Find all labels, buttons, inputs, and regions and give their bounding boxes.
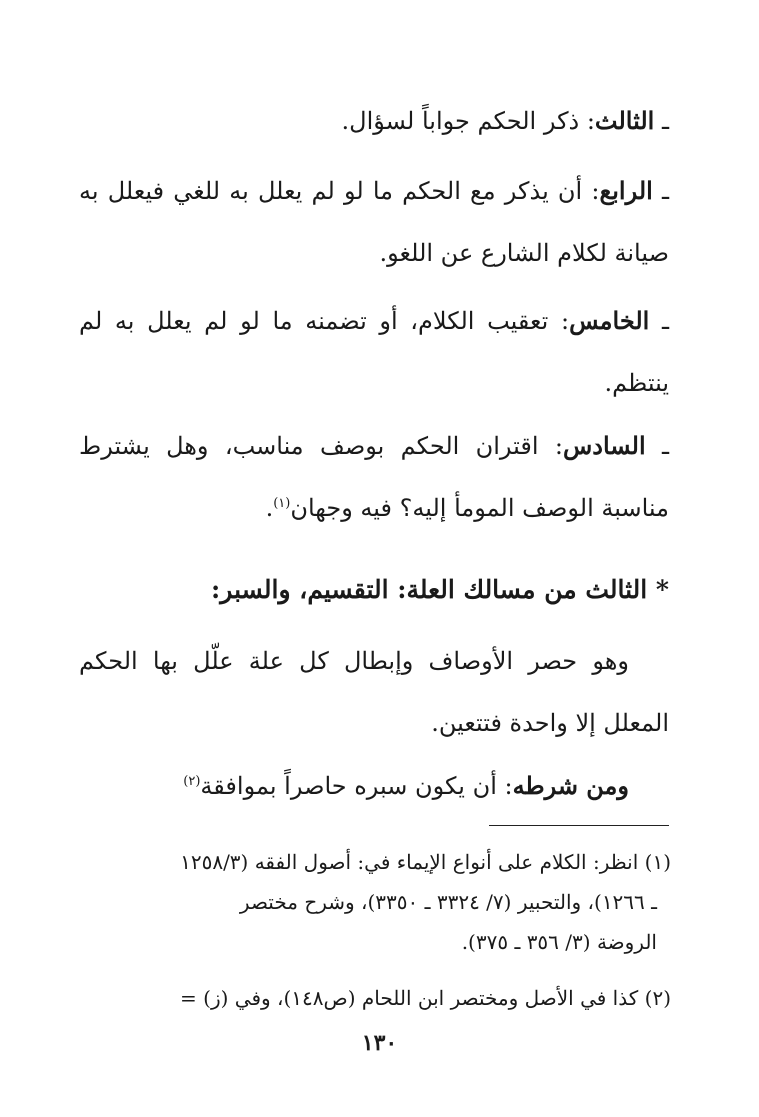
item-label: الثالث [594, 106, 655, 135]
footnote-1 [76, 842, 671, 962]
footnote-line: الروضة (٣/ ٣٥٦ ـ ٣٧٥). [461, 930, 657, 954]
footnote-line: ـ ١٢٦٦)، والتحبير (٧/ ٣٣٢٤ ـ ٣٣٥٠)، وشرح مختصر [239, 890, 657, 914]
item-label: الرابع [599, 176, 653, 205]
item-end: . [265, 494, 274, 522]
footnote-ref[interactable]: (٢) [183, 774, 201, 789]
footnote-separator [489, 825, 669, 826]
item-text: : تعقيب الكلام، أو تضمنه ما لو لم يعلل به لم ينتظم. [79, 307, 669, 397]
condition-label: ومن شرطه [512, 771, 629, 800]
condition-text: : أن يكون سبره حاصراً بموافقة [200, 772, 513, 800]
item-dash: ـ [661, 177, 669, 205]
item-label: الخامس [569, 306, 650, 335]
page-number: ١٣٠ [361, 1030, 398, 1056]
item-dash: ـ [661, 307, 669, 335]
footnote-line: انظر: الكلام على أنواع الإيماء في: أصول الفقه (١٢٥٨/٣ [180, 850, 639, 874]
item-text: : اقتران الحكم بوصف مناسب، وهل يشترط مناسبة الوصف المومأ إليه؟ فيه وجهان [79, 432, 669, 522]
item-fourth [79, 160, 669, 284]
item-dash: ـ [661, 432, 669, 460]
item-text: : ذكر الحكم جواباً لسؤال. [341, 107, 595, 135]
footnote-number: (١) [644, 850, 671, 874]
footnote-2 [76, 978, 671, 1018]
definition-paragraph: وهو حصر الأوصاف وإبطال كل علة علّل بها الحكم المعلل إلا واحدة فتتعين. [79, 647, 669, 737]
footnote-ref[interactable]: (١) [273, 496, 291, 511]
footnote-number: (٢) [644, 986, 671, 1010]
item-third [79, 90, 669, 152]
item-sixth [79, 415, 669, 539]
section-heading: * الثالث من مسالك العلة: التقسيم، والسبر: [211, 575, 669, 604]
item-label: السادس [562, 431, 646, 460]
item-fifth [79, 290, 669, 414]
item-dash: ـ [661, 107, 669, 135]
footnote-line: كذا في الأصل ومختصر ابن اللحام (ص١٤٨)، وفي (ز) = [180, 986, 639, 1010]
condition-paragraph [79, 755, 669, 817]
item-text: : أن يذكر مع الحكم ما لو لم يعلل به للغي فيعلل به صيانة لكلام الشارع عن اللغو. [79, 177, 669, 267]
